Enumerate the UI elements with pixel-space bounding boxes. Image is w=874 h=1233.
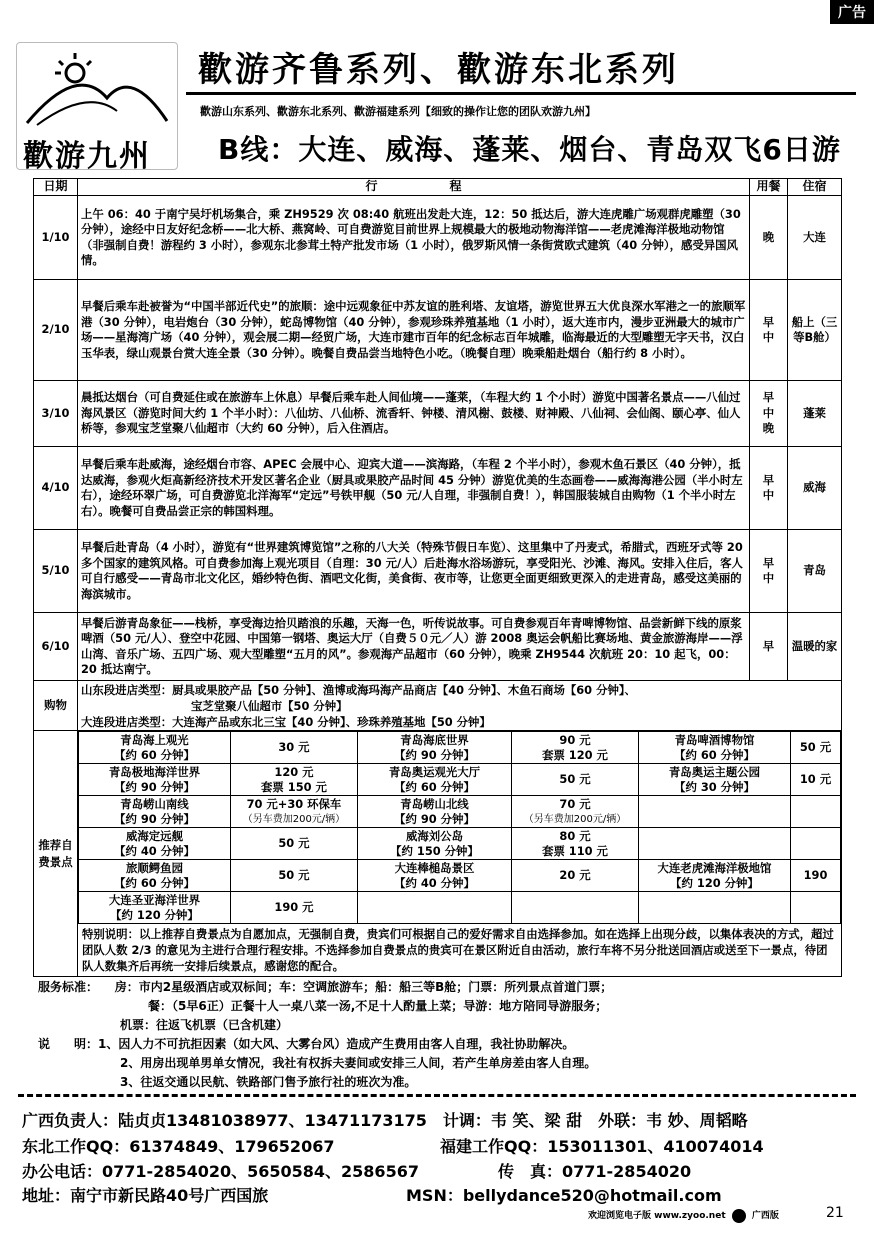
day-description: 早餐后乘车赴威海，途经烟台市容、APEC 会展中心、迎宾大道——滨海路，（车程 2 个半小时），参观木鱼石景区（40 分钟），抵达威海，参观火炬高新经济技术开发区著名企业（厨具或果胶产品时间 45 分钟）游览优美的生态画卷——威海海港公园（半小时左右），途经环翠广场，可自费游览北洋海军“定远”号铁甲舰（50 元/人自理，非强制自费！），韩国服装城自由购物（1 个半小时左右）。晚餐可自费品尝正宗的韩国料理。 <box>78 447 750 530</box>
header-meal: 用餐 <box>750 179 788 196</box>
sight-title: 大连棒槌岛景区 <box>394 860 475 875</box>
sight-price-value: 10 元 <box>799 772 832 786</box>
shopping-row <box>34 681 842 731</box>
sights-label: 推荐自费景点 <box>34 731 78 977</box>
sight-price-value: 90 元 <box>559 732 591 747</box>
sight-title: 青岛海底世界 <box>400 732 469 747</box>
sight-name <box>357 796 511 828</box>
sight-title: 青岛崂山北线 <box>400 796 469 811</box>
sights-table-row <box>79 764 841 796</box>
header-itinerary: 行 程 <box>78 179 750 196</box>
day-description: 上午 06：40 于南宁吴圩机场集合，乘 ZH9529 次 08:40 航班出发赴大连，12：50 抵达后，游大连虎雕广场观群虎雕塑（30 分钟），途经中日友好纪念桥——北大桥、燕窝岭、可自费游览目前世界上规模最大的极地动物海洋馆——老虎滩海洋极地动物馆（非强制自费！游程约 3 小时），参观东北参茸土特产批发市场（1 小时），俄罗斯风情一条街赏欧式建筑（40 分钟），感受异国风情。 <box>78 196 750 280</box>
logo-sun-mountain-icon <box>17 43 177 133</box>
sight-price-value: 70 元 <box>559 796 591 811</box>
sight-duration: 【约 90 分钟】 <box>114 779 195 794</box>
sights-cell <box>78 731 842 977</box>
shopping-label: 购物 <box>34 681 78 731</box>
sight-title: 青岛奥运观光大厅 <box>388 764 481 779</box>
sight-price-extra: （另车费加200元/辆） <box>242 813 346 825</box>
itinerary-table <box>33 178 842 977</box>
day-stay: 威海 <box>788 447 842 530</box>
sight-price-value: 190 元 <box>274 900 314 914</box>
contact-address: 地址：南宁市新民路40号广西国旅 <box>22 1186 269 1205</box>
sight-name <box>357 860 511 892</box>
sight-price-extra: 套票 150 元 <box>261 779 327 794</box>
sight-duration: 【约 90 分钟】 <box>114 811 195 826</box>
sight-price <box>512 860 639 892</box>
sight-title: 威海定远舰 <box>126 828 183 843</box>
day-date: 5/10 <box>34 530 78 613</box>
table-row <box>34 196 842 280</box>
sight-price <box>230 764 357 796</box>
shopping-line: 大连段进店类型：大连海产品或东北三宝【40 分钟】、珍珠养殖基地【50 分钟】 <box>81 714 491 729</box>
contact-qq-northeast: 东北工作QQ：61374849、179652067 <box>22 1137 335 1156</box>
sight-price <box>790 860 840 892</box>
day-meal: 早 中 <box>750 280 788 381</box>
notes-line: 2、用房出现单男单女情况，我社有权拆夫妻间或安排三人间，若产生单房差由客人自理。 <box>120 1056 597 1070</box>
sight-price <box>790 796 840 828</box>
sight-duration: 【约 30 分钟】 <box>674 779 755 794</box>
dashed-divider <box>18 1094 856 1097</box>
sight-price <box>230 892 357 924</box>
service-line: 机票：往返飞机票（已含机建） <box>120 1018 289 1032</box>
shopping-line: 山东段进店类型：厨具或果胶产品【50 分钟】、渔博或海玛海产品商店【40 分钟】、木鱼石商场【60 分钟】、 <box>81 682 636 697</box>
sight-price-value: 50 元 <box>278 868 310 882</box>
special-note <box>78 924 841 976</box>
sight-duration: 【约 60 分钟】 <box>114 875 195 890</box>
day-date: 6/10 <box>34 613 78 681</box>
sight-price-value: 50 元 <box>278 836 310 850</box>
day-meal: 早 中 <box>750 447 788 530</box>
footer-brand: 广西版 <box>751 1211 779 1221</box>
contact-qq-fujian: 福建工作QQ：153011301、410074014 <box>440 1137 764 1156</box>
sights-table-row <box>79 860 841 892</box>
sight-name <box>357 732 511 764</box>
day-description: 早餐后游青岛象征——栈桥，享受海边拾贝踏浪的乐趣，天海一色，听传说故事。可自费参观百年青啤博物馆、品尝新鲜下线的原浆啤酒（50 元/人）、登空中花园、中国第一钢塔、奥运大厅（自费５０元／人）游 2008 奥运会帆船比赛场地、黄金旅游海岸——浮山湾、音乐广场、五四广场、观大型雕塑“五月的风”。参观海产品超市（60 分钟），晚乘 ZH9544 次航班 20：10 起飞，00：20 抵达南宁。 <box>78 613 750 681</box>
day-date: 3/10 <box>34 381 78 447</box>
day-description: 早餐后赴青岛（4 小时），游览有“世界建筑博览馆”之称的八大关（特殊节假日车览）、这里集中了丹麦式，希腊式，西班牙式等 20 多个国家的建筑风格。可自费参加海上观光项目（自理：30 元/人）后赴海水浴场游玩，享受阳光、沙滩、海风。安排入住后，客人可自行感受——青岛市北文化区，婚纱特色街、酒吧文化街，美食街、夜市等，让您更全面更细致更深入的走进青岛，感受这美丽的海滨城市。 <box>78 530 750 613</box>
sight-title: 青岛啤酒博物馆 <box>674 732 755 747</box>
sights-table-row <box>79 732 841 764</box>
service-standards <box>38 978 848 1092</box>
sight-duration: 【约 60 分钟】 <box>674 747 755 762</box>
sight-name <box>79 892 231 924</box>
header-date: 日期 <box>34 179 78 196</box>
contact-msn: MSN：bellydance520@hotmail.com <box>406 1186 722 1205</box>
sight-duration: 【约 150 分钟】 <box>390 843 479 858</box>
sight-price <box>790 764 840 796</box>
table-header-row <box>34 179 842 196</box>
sight-name <box>79 764 231 796</box>
table-row <box>34 381 842 447</box>
sight-price <box>230 732 357 764</box>
sight-name <box>357 892 511 924</box>
sights-table-row <box>79 796 841 828</box>
sight-price <box>512 828 639 860</box>
sight-name <box>639 764 791 796</box>
series-subline: 歡游山东系列、歡游东北系列、歡游福建系列【细致的操作让您的团队欢游九州】 <box>200 105 596 118</box>
sight-price <box>790 828 840 860</box>
table-row <box>34 613 842 681</box>
day-date: 2/10 <box>34 280 78 381</box>
sight-name <box>639 732 791 764</box>
sight-duration: 【约 90 分钟】 <box>394 811 475 826</box>
sight-name <box>79 828 231 860</box>
footer-text <box>588 1208 779 1223</box>
table-row <box>34 447 842 530</box>
contact-office-phone: 办公电话：0771-2854020、5650584、2586567 <box>22 1162 419 1181</box>
logo <box>16 42 178 174</box>
sight-title: 威海刘公岛 <box>406 828 463 843</box>
sight-price-extra: 套票 120 元 <box>542 747 608 762</box>
sight-price-value: 20 元 <box>559 868 591 882</box>
sights-table <box>78 731 841 924</box>
shopping-line: 宝芝堂聚八仙超市【50 分钟】 <box>191 698 348 713</box>
day-stay: 大连 <box>788 196 842 280</box>
sight-title: 青岛极地海洋世界 <box>108 764 201 779</box>
service-label: 服务标准： <box>38 980 99 994</box>
sight-price <box>230 796 357 828</box>
sight-name <box>639 828 791 860</box>
sight-name <box>79 796 231 828</box>
sight-name <box>639 796 791 828</box>
sight-duration: 【约 120 分钟】 <box>670 875 759 890</box>
sight-name <box>79 860 231 892</box>
day-date: 1/10 <box>34 196 78 280</box>
sight-price <box>512 732 639 764</box>
header-stay: 住宿 <box>788 179 842 196</box>
sights-row <box>34 731 842 977</box>
sight-price <box>512 764 639 796</box>
day-meal: 早 <box>750 613 788 681</box>
ad-tag: 广告 <box>830 0 874 24</box>
sight-title: 旅顺鳄鱼园 <box>126 860 183 875</box>
footer-logo-icon <box>732 1209 746 1223</box>
sight-price-value: 30 元 <box>278 740 310 754</box>
sight-price <box>230 860 357 892</box>
special-note-label: 特别说明： <box>82 927 139 941</box>
sight-name <box>357 828 511 860</box>
sight-name <box>639 892 791 924</box>
contact-manager: 广西负责人：陆贞贞13481038977、13471173175 计调：韦 笑、梁 甜 外联：韦 妙、周韬略 <box>22 1111 748 1130</box>
route-title: B线：大连、威海、蓬莱、烟台、青岛双飞6日游 <box>218 133 841 166</box>
sight-price-extra: 套票 110 元 <box>542 843 608 858</box>
notes-label: 说 明： <box>38 1037 99 1051</box>
sight-name <box>357 764 511 796</box>
table-row <box>34 280 842 381</box>
sight-price <box>790 892 840 924</box>
sight-price-value: 80 元 <box>559 828 591 843</box>
sight-price-value: 50 元 <box>799 740 832 754</box>
sight-price-value: 70 元+30 环保车 <box>246 796 342 811</box>
special-note-text: 以上推荐自费景点为自愿加点，无强制自费，贵宾们可根据自己的爱好需求自由选择参加。如在选择上出现分歧，以集体表决的方式，超过团队人数 2/3 的意见为主进行合理行程安排。不选择参加自费景点的贵宾可在景区附近自由活动，旅行车将不另分批送回酒店或送至下一景点，待团队人数集齐后再统一安排后续景点，感谢您的配合。 <box>82 927 834 973</box>
day-stay: 船上（三等B舱） <box>788 280 842 381</box>
sight-title: 大连圣亚海洋世界 <box>108 892 201 907</box>
day-stay: 蓬莱 <box>788 381 842 447</box>
page-number: 21 <box>826 1205 844 1221</box>
sights-table-row <box>79 892 841 924</box>
sight-duration: 【约 40 分钟】 <box>394 875 475 890</box>
sight-title: 青岛奥运主题公园 <box>668 764 761 779</box>
sight-price <box>230 828 357 860</box>
sight-duration: 【约 40 分钟】 <box>114 843 195 858</box>
sight-price-extra: （另车费加200元/辆） <box>523 813 627 825</box>
shopping-info <box>78 681 842 731</box>
page-title: 歡游齐鲁系列、歡游东北系列 <box>198 50 679 90</box>
sight-duration: 【约 120 分钟】 <box>110 907 199 922</box>
table-row <box>34 530 842 613</box>
sight-title: 大连老虎滩海洋极地馆 <box>657 860 772 875</box>
sight-price-value: 190 <box>803 868 828 882</box>
notes-line: 1、因人力不可抗拒因素（如大风、大雾台风）造成产生费用由客人自理，我社协助解决。 <box>98 1037 575 1051</box>
sight-title: 青岛崂山南线 <box>120 796 189 811</box>
sight-price-value: 50 元 <box>559 772 591 786</box>
sight-duration: 【约 60 分钟】 <box>114 747 195 762</box>
sight-name <box>639 860 791 892</box>
sights-table-row <box>79 828 841 860</box>
day-description: 早餐后乘车赴被誉为“中国半部近代史”的旅顺：途中远观象征中苏友谊的胜利塔、友谊塔，游览世界五大优良深水军港之一的旅顺军港（30 分钟），电岩炮台（30 分钟），蛇岛博物馆（40 分钟），参观珍珠养殖基地（1 小时），返大连市内，漫步亚洲最大的城市广场——星海湾广场（40 分钟），观会展二期—经贸广场，大连市建市百年的纪念标志百年城雕，临海最近的大型雕塑无字天书，汉白玉华表，绿山观景台赏大连全景（30 分钟）。晚餐自费品尝当地特色小吃。（晚餐自理）晚乘船赴烟台（船行约 8 小时）。 <box>78 280 750 381</box>
sight-duration: 【约 60 分钟】 <box>394 779 475 794</box>
sight-name <box>79 732 231 764</box>
day-meal: 晚 <box>750 196 788 280</box>
title-divider <box>186 92 856 95</box>
day-meal: 早 中 晚 <box>750 381 788 447</box>
day-date: 4/10 <box>34 447 78 530</box>
contact-fax: 传 真：0771-2854020 <box>498 1162 692 1181</box>
footer-website: 欢迎浏览电子版 www.zyoo.net <box>588 1211 726 1221</box>
service-line: 房：市内2星级酒店或双标间；车：空调旅游车；船：船三等B舱；门票：所列景点首道门票； <box>114 980 613 994</box>
notes-line: 3、往返交通以民航、铁路部门售予旅行社的班次为准。 <box>120 1075 417 1089</box>
day-stay: 温暖的家 <box>788 613 842 681</box>
sight-duration: 【约 90 分钟】 <box>394 747 475 762</box>
service-line: 餐：（5早6正）正餐十人一桌八菜一汤,不足十人酌量上菜；导游：地方陪同导游服务； <box>148 999 608 1013</box>
day-description: 晨抵达烟台（可自费延住或在旅游车上休息）早餐后乘车赴人间仙境——蓬莱，（车程大约 1 个小时）游览中国著名景点——八仙过海风景区（游览时间大约 1 个半小时）：八仙坊、八仙桥、流香轩、钟楼、清风榭、鼓楼、财神殿、八仙祠、会仙阁、颐心亭、仙人桥等，参观宝芝堂聚八仙超市（大约 60 分钟），后入住酒店。 <box>78 381 750 447</box>
day-stay: 青岛 <box>788 530 842 613</box>
day-meal: 早 中 <box>750 530 788 613</box>
sight-price <box>512 796 639 828</box>
sight-price <box>512 892 639 924</box>
sight-title: 青岛海上观光 <box>120 732 189 747</box>
logo-text: 歡游九州 <box>23 139 151 174</box>
sight-price-value: 120 元 <box>274 764 314 779</box>
sight-price <box>790 732 840 764</box>
